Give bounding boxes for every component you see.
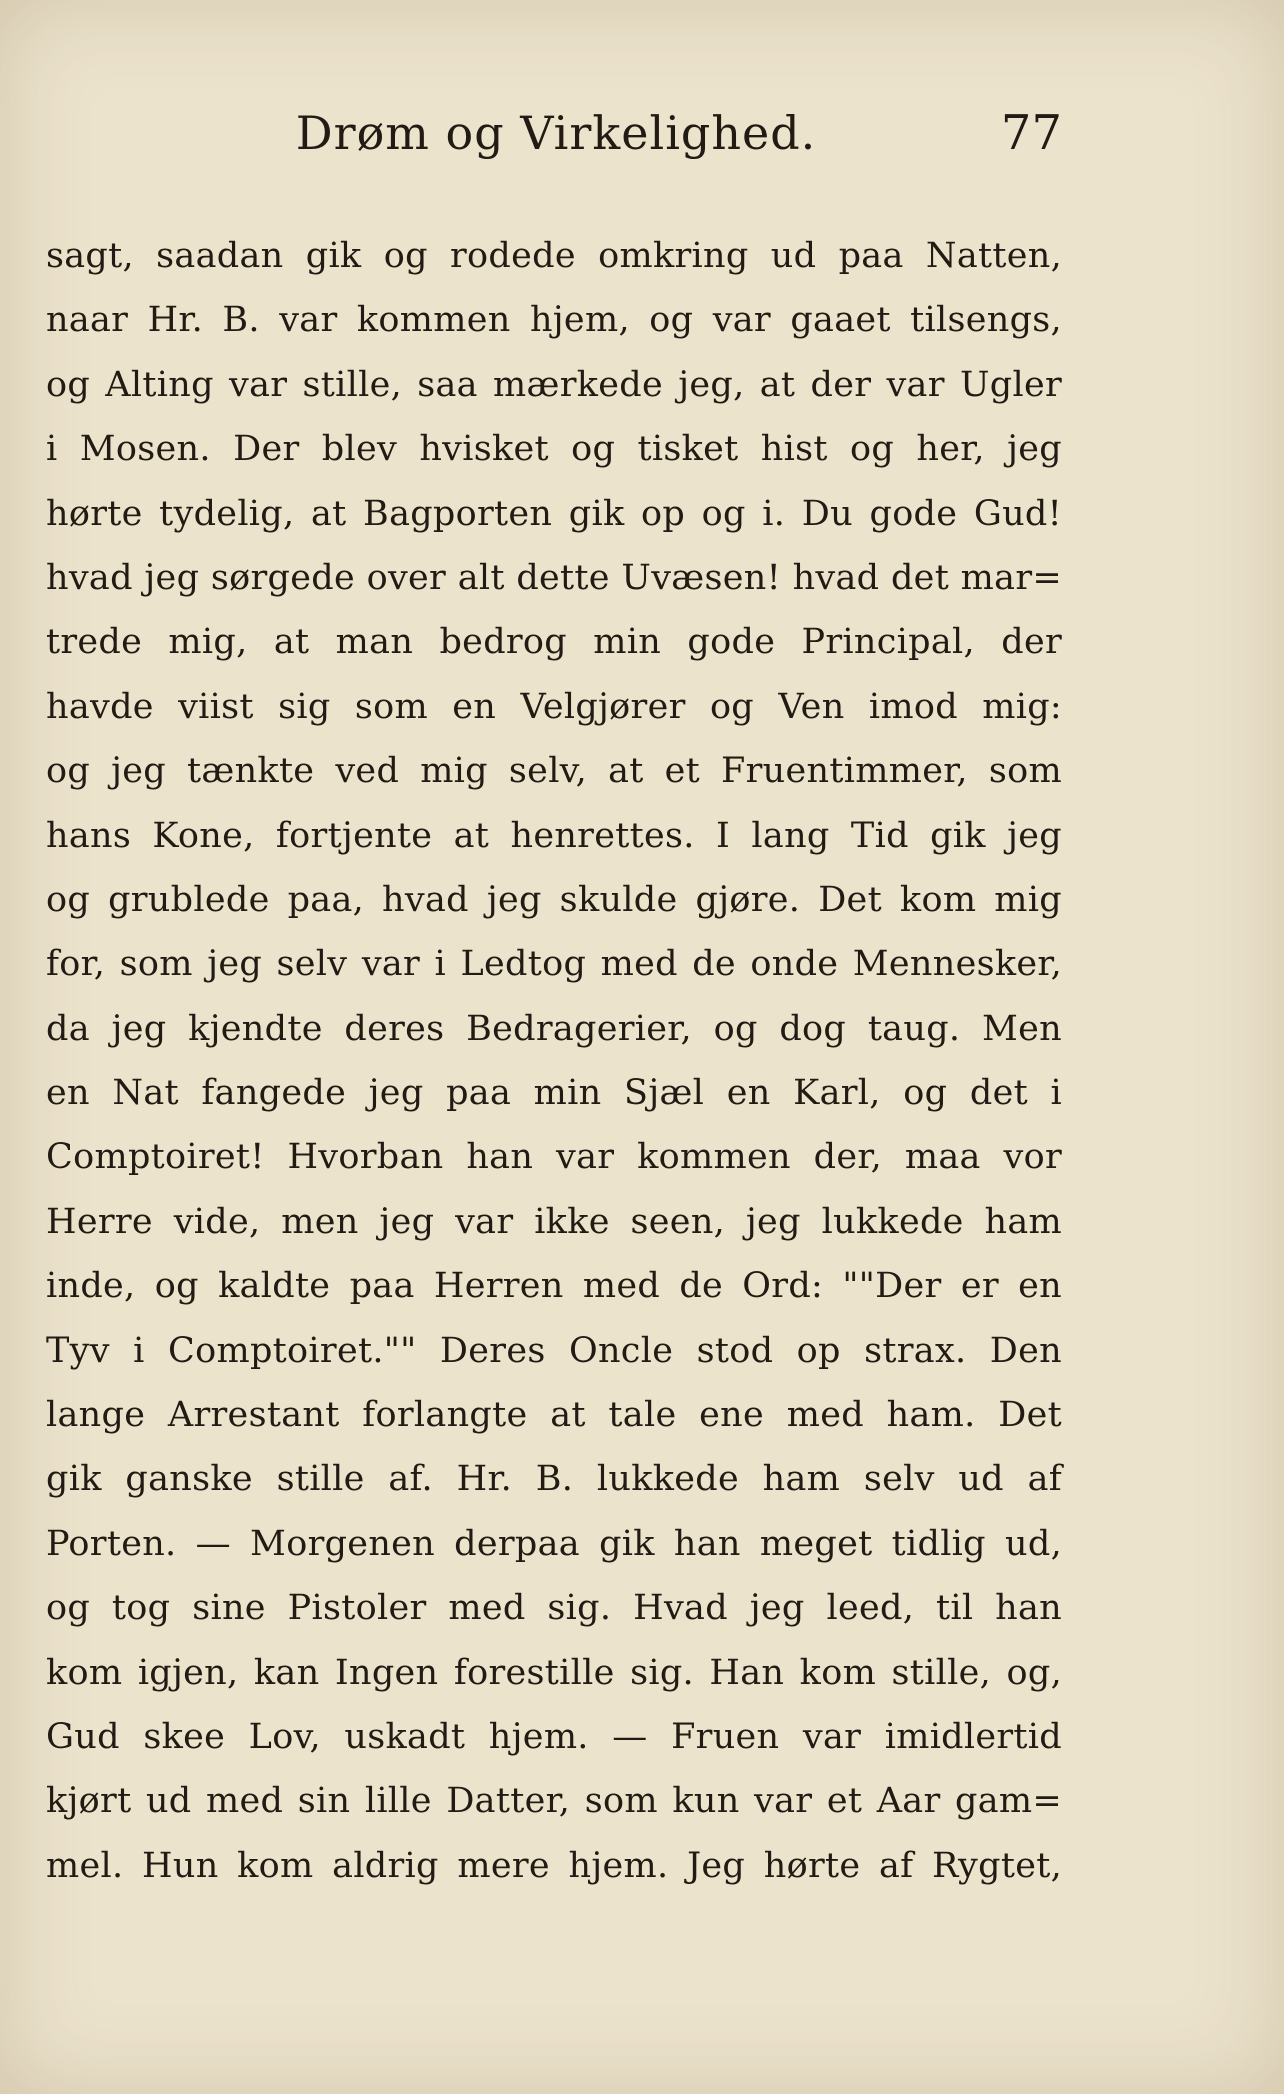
text-line: Gud skee Lov, uskadt hjem. — Fruen var imidlertid [46, 1716, 1062, 1757]
body-text [46, 224, 1062, 1898]
text-line: og jeg tænkte ved mig selv, at et Fruentimmer, som [46, 751, 1062, 792]
text-line: mel. Hun kom aldrig mere hjem. Jeg hørte af Rygtet, [46, 1845, 1062, 1886]
text-line: og grublede paa, hvad jeg skulde gjøre. Det kom mig [46, 879, 1062, 920]
text-line: da jeg kjendte deres Bedragerier, og dog taug. Men [46, 1008, 1062, 1049]
text-line: Tyv i Comptoiret."" Deres Oncle stod op strax. Den [46, 1330, 1062, 1371]
text-line: trede mig, at man bedrog min gode Principal, der [46, 622, 1062, 663]
text-line: kom igjen, kan Ingen forestille sig. Han kom stille, og, [46, 1652, 1062, 1693]
running-title: Drøm og Virkelighed. [295, 106, 817, 160]
text-line: hans Kone, fortjente at henrettes. I lang Tid gik jeg [46, 815, 1062, 856]
text-line: Herre vide, men jeg var ikke seen, jeg lukkede ham [46, 1201, 1062, 1242]
text-line: Porten. — Morgenen derpaa gik han meget tidlig ud, [46, 1523, 1062, 1564]
text-line: hvad jeg sørgede over alt dette Uvæsen! hvad det mar= [46, 557, 1062, 598]
page-header [52, 98, 1060, 168]
page-number: 77 [1000, 105, 1062, 161]
text-line: og tog sine Pistoler med sig. Hvad jeg leed, til han [46, 1588, 1062, 1629]
text-line: Comptoiret! Hvorban han var kommen der, maa vor [46, 1137, 1062, 1178]
text-line: og Alting var stille, saa mærkede jeg, at der var Ugler [46, 364, 1062, 405]
text-line: hørte tydelig, at Bagporten gik op og i. Du gode Gud! [46, 493, 1062, 534]
text-line: i Mosen. Der blev hvisket og tisket hist og her, jeg [46, 429, 1062, 470]
text-line: sagt, saadan gik og rodede omkring ud paa Natten, [46, 236, 1062, 276]
text-line: lange Arrestant forlangte at tale ene med ham. Det [46, 1395, 1062, 1436]
text-line: en Nat fangede jeg paa min Sjæl en Karl, og det i [46, 1073, 1062, 1114]
text-line: havde viist sig som en Velgjører og Ven imod mig: [46, 686, 1062, 727]
text-line: for, som jeg selv var i Ledtog med de onde Mennesker, [46, 944, 1062, 985]
text-line: gik ganske stille af. Hr. B. lukkede ham selv ud af [46, 1459, 1062, 1500]
text-line: naar Hr. B. var kommen hjem, og var gaaet tilsengs, [46, 300, 1062, 341]
text-line: kjørt ud med sin lille Datter, som kun var et Aar gam= [46, 1781, 1062, 1822]
text-line: inde, og kaldte paa Herren med de Ord: ""Der er en [46, 1266, 1062, 1307]
